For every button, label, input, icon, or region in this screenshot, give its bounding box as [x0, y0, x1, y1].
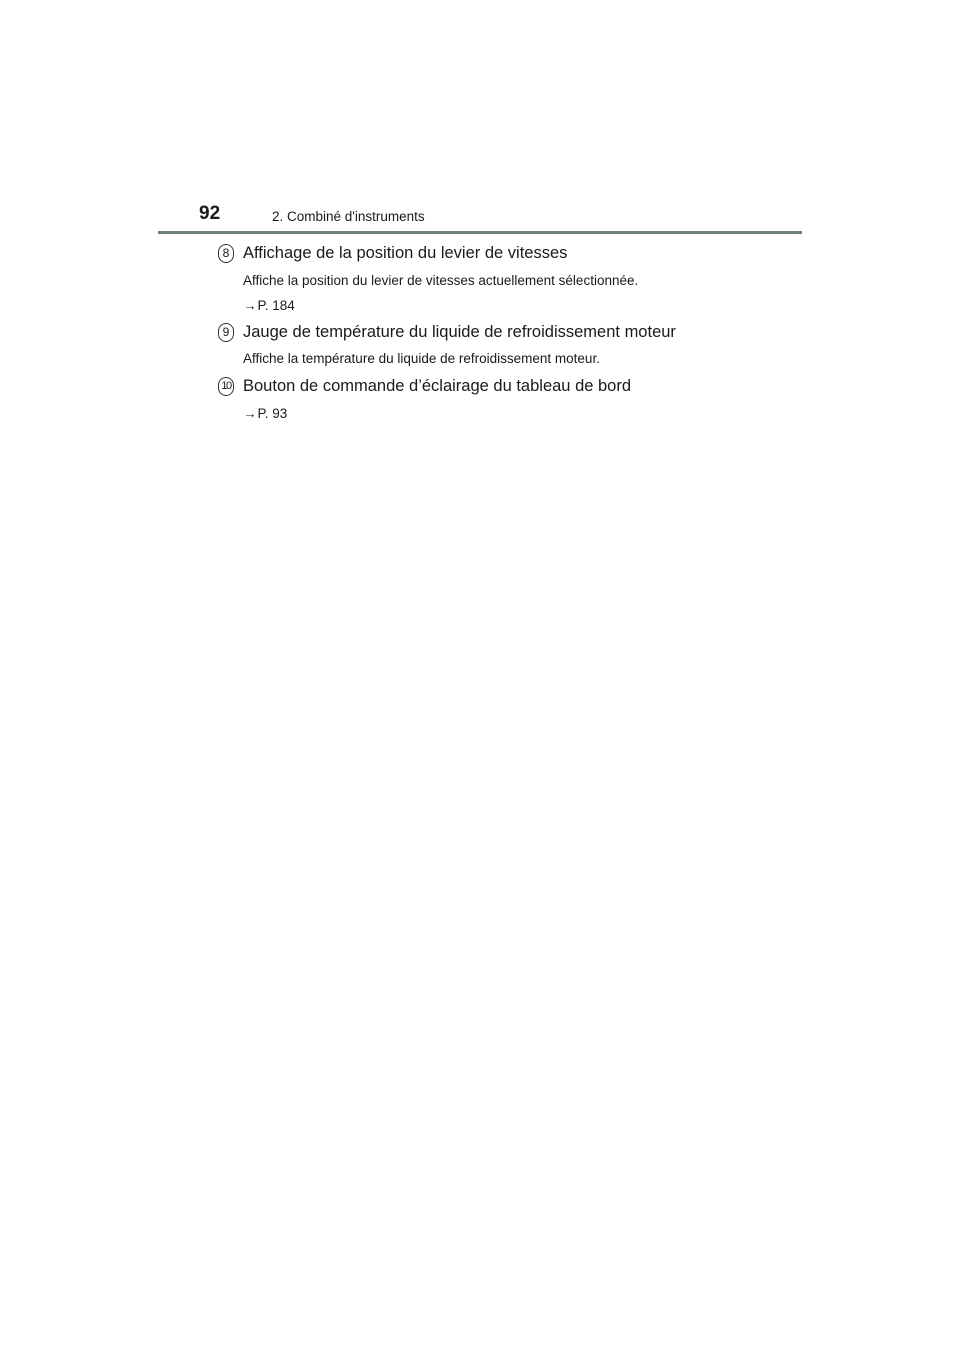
item-heading-text: Affichage de la position du levier de vitesses — [243, 244, 568, 262]
item-reference-10[interactable] — [243, 405, 287, 422]
item-heading-8 — [218, 242, 818, 264]
item-description-9: Affiche la température du liquide de refroidissement moteur. — [243, 351, 600, 366]
item-description-8: Affiche la position du levier de vitesses actuellement sélectionnée. — [243, 273, 639, 288]
item-heading-text: Jauge de température du liquide de refroidissement moteur — [243, 323, 676, 341]
item-number-badge: 9 — [218, 323, 234, 342]
reference-text: P. 93 — [257, 406, 288, 421]
header-divider — [158, 231, 802, 234]
item-heading-text: Bouton de commande d’éclairage du tableau de bord — [243, 377, 632, 395]
item-number-badge: 10 — [218, 377, 234, 396]
page-header — [0, 0, 960, 240]
item-reference-8[interactable] — [243, 297, 295, 314]
reference-text: P. 184 — [257, 298, 295, 313]
item-heading-9 — [218, 321, 818, 343]
page-number: 92 — [199, 203, 221, 224]
right-arrow-icon: → — [243, 406, 257, 421]
right-arrow-icon: → — [243, 298, 257, 313]
section-title: 2. Combiné d'instruments — [272, 209, 425, 224]
item-heading-10 — [218, 375, 818, 397]
item-number-badge: 8 — [218, 244, 234, 263]
